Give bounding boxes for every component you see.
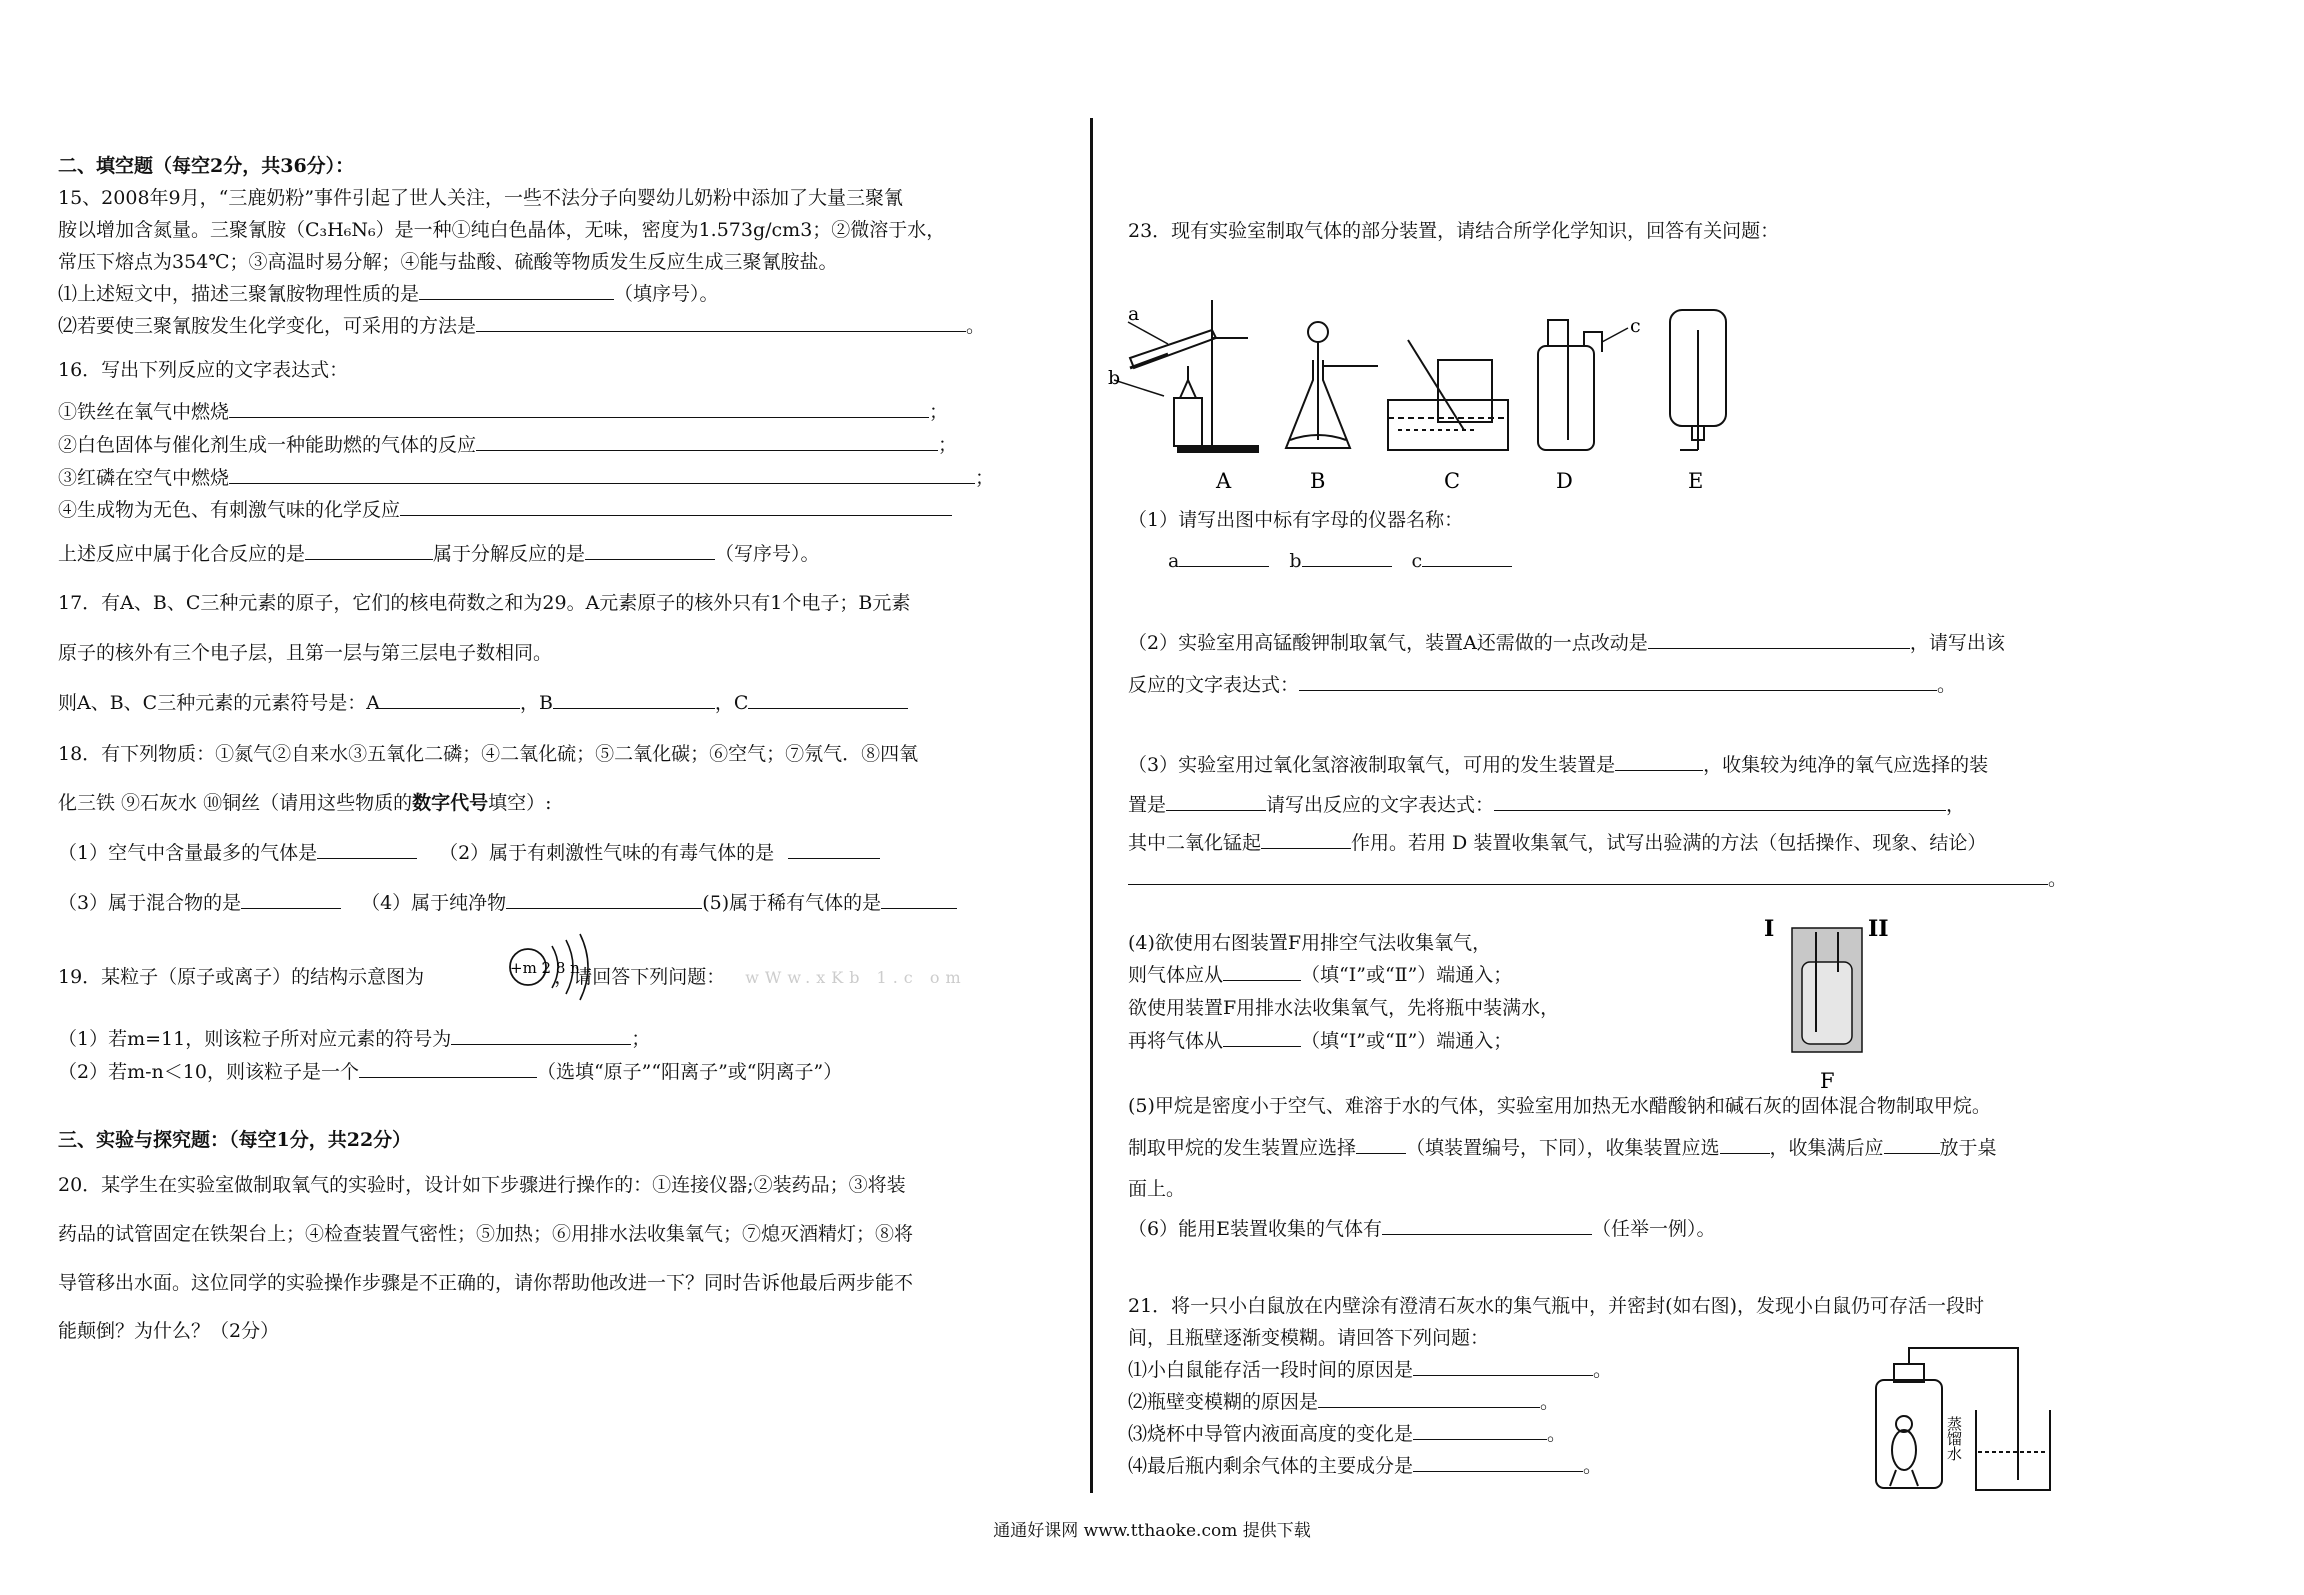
answer-blank[interactable] — [553, 690, 715, 709]
answer-blank[interactable] — [788, 840, 880, 859]
answer-blank[interactable] — [1318, 1389, 1540, 1408]
q18-line-1: 18．有下列物质：①氮气②自来水③五氧化二磷；④二氧化硫；⑤二氧化碳；⑥空气；⑦氖气．⑧四氧 — [58, 743, 919, 765]
answer-blank[interactable] — [229, 399, 929, 418]
answer-blank[interactable] — [748, 690, 908, 709]
answer-blank[interactable] — [419, 281, 614, 300]
answer-blank[interactable] — [1413, 1421, 1547, 1440]
label-d: D — [1556, 469, 1573, 493]
q18-line-2: 化三铁 ⑨石灰水 ⑩铜丝（请用这些物质的数字代号填空）: — [58, 792, 552, 814]
q23-3-line-4: 。 — [1128, 866, 2067, 892]
answer-blank[interactable] — [1413, 1357, 1593, 1376]
answer-blank[interactable] — [1413, 1453, 1583, 1472]
q23-6: （6）能用E装置收集的气体有 （任举一例）。 — [1128, 1218, 1716, 1240]
answer-blank[interactable] — [451, 1026, 631, 1045]
answer-blank[interactable] — [229, 465, 975, 484]
label-f: F — [1820, 1069, 1835, 1092]
answer-blank[interactable] — [585, 541, 715, 560]
q23-4-line-2: 则气体应从 （填“Ⅰ”或“Ⅱ”）端通入； — [1128, 964, 1513, 986]
q20-line-1: 20．某学生在实验室做制取氧气的实验时，设计如下步骤进行操作的：①连接仪器;②装药品；③将装 — [58, 1174, 906, 1196]
q16-classify: 上述反应中属于化合反应的是 属于分解反应的是 （写序号）。 — [58, 543, 820, 565]
q23-3-line-1: （3）实验室用过氧化氢溶液制取氧气，可用的发生装置是 ，收集较为纯净的氧气应选择的装 — [1128, 754, 1989, 776]
q23-4-line-4: 再将气体从 （填“Ⅰ”或“Ⅱ”）端通入； — [1128, 1030, 1513, 1052]
answer-blank[interactable] — [1223, 962, 1301, 981]
q15-sub-1: ⑴上述短文中，描述三聚氰胺物理性质的是 （填序号）。 — [58, 283, 719, 305]
answer-blank[interactable] — [305, 541, 433, 560]
q16-item-1: ①铁丝在氧气中燃烧 ； — [58, 401, 949, 423]
answer-blank[interactable] — [1382, 1216, 1592, 1235]
answer-blank[interactable] — [1299, 672, 1937, 691]
answer-blank[interactable] — [241, 890, 341, 909]
q23-1-blanks: a b c — [1168, 548, 1512, 574]
q16-item-3: ③红磷在空气中燃烧 ； — [58, 467, 995, 489]
q21-line-2: 间，且瓶壁逐渐变模糊。请回答下列问题： — [1128, 1327, 1490, 1349]
q15-sub-2: ⑵若要使三聚氰胺发生化学变化，可采用的方法是 。 — [58, 315, 986, 337]
q19-sub-1: （1）若m=11，则该粒子所对应元素的符号为 ； — [58, 1028, 651, 1050]
distilled-water-label: 蒸馏水 — [1945, 1416, 1963, 1461]
answer-blank[interactable] — [1615, 752, 1703, 771]
q16-item-4: ④生成物为无色、有刺激气味的化学反应 — [58, 497, 952, 523]
q23-5-line-1: (5)甲烷是密度小于空气、难溶于水的气体，实验室用加热无水醋酸钠和碱石灰的固体混合物制取甲烷。 — [1128, 1095, 1991, 1117]
q23-3-line-3: 其中二氧化锰起 作用。若用 D 装置收集氧气，试写出验满的方法（包括操作、现象、结论） — [1128, 832, 1987, 854]
q20-line-4: 能颠倒？为什么？（2分） — [58, 1320, 280, 1342]
section-2-title: 二、填空题（每空2分，共36分）： — [58, 155, 355, 177]
answer-blank[interactable] — [1884, 1135, 1940, 1154]
q21-sub-1: ⑴小白鼠能存活一段时间的原因是 。 — [1128, 1359, 1613, 1381]
lab-apparatus-diagram — [1108, 280, 1748, 500]
q21-sub-3: ⑶烧杯中导管内液面高度的变化是 。 — [1128, 1423, 1567, 1445]
label-e: E — [1688, 469, 1704, 493]
q23-5-line-2: 制取甲烷的发生装置应选择 （填装置编号，下同），收集装置应选 ，收集满后应 放于桌 — [1128, 1137, 1997, 1159]
answer-blank[interactable] — [1179, 548, 1269, 567]
apparatus-b — [1286, 322, 1378, 448]
q15-line-2: 胺以增加含氮量。三聚氰胺（C₃H₆N₆）是一种①纯白色晶体，无味，密度为1.573g/cm3；②微溶于水， — [58, 219, 946, 241]
q17-line-2: 原子的核外有三个电子层，且第一层与第三层电子数相同。 — [58, 642, 553, 664]
answer-blank[interactable] — [476, 313, 966, 332]
apparatus-f-diagram — [1762, 912, 1902, 1092]
q23-2-line-2: 反应的文字表达式： 。 — [1128, 674, 1957, 696]
answer-blank[interactable] — [359, 1059, 537, 1078]
atom-label: +m 2 8 n — [510, 959, 580, 977]
answer-blank[interactable] — [881, 890, 957, 909]
q21-line-1: 21．将一只小白鼠放在内壁涂有澄清石灰水的集气瓶中，并密封(如右图)，发现小白鼠仍可存活一段时 — [1128, 1295, 1985, 1317]
apparatus-c — [1388, 340, 1508, 450]
answer-blank[interactable] — [1302, 548, 1392, 567]
footer-credit: 通通好课网 www.tthaoke.com 提供下载 — [993, 1521, 1311, 1541]
mark-b: b — [1108, 367, 1121, 389]
q18-sub-1: （1）空气中含量最多的气体是 （2）属于有刺激性气味的有毒气体的是 — [58, 840, 880, 866]
q16-item-2: ②白色固体与催化剂生成一种能助燃的气体的反应 ； — [58, 434, 958, 456]
label-port-1: I — [1764, 916, 1775, 942]
q21-sub-4: ⑷最后瓶内剩余气体的主要成分是 。 — [1128, 1455, 1603, 1477]
q15-line-1: 15、2008年9月，“三鹿奶粉”事件引起了世人关注，一些不法分子向婴幼儿奶粉中添加了大量三聚氰 — [58, 187, 904, 209]
q17-line-1: 17．有A、B、C三种元素的原子，它们的核电荷数之和为29。A元素原子的核外只有1个电子；B元素 — [58, 592, 911, 614]
q23-2-line-1: （2）实验室用高锰酸钾制取氧气，装置A还需做的一点改动是 ，请写出该 — [1128, 632, 2005, 654]
q23-4-line-3: 欲使用装置F用排水法收集氧气，先将瓶中装满水， — [1128, 997, 1560, 1019]
section-3-title: 三、实验与探究题：（每空1分，共22分） — [58, 1129, 412, 1151]
q15-line-3: 常压下熔点为354℃；③高温时易分解；④能与盐酸、硫酸等物质发生反应生成三聚氰胺盐。 — [58, 251, 838, 273]
label-a: A — [1216, 469, 1232, 493]
label-b: B — [1310, 469, 1326, 493]
q19-sub-2: （2）若m-n＜10，则该粒子是一个 （选填“原子”“阳离子”或“阴离子”） — [58, 1061, 843, 1083]
answer-blank[interactable] — [380, 690, 520, 709]
q16-title: 16．写出下列反应的文字表达式： — [58, 359, 349, 381]
answer-blank[interactable] — [1166, 792, 1266, 811]
answer-blank[interactable] — [1128, 866, 2048, 885]
answer-blank[interactable] — [1648, 630, 1910, 649]
answer-blank[interactable] — [1223, 1028, 1301, 1047]
q23-intro: 23．现有实验室制取气体的部分装置，请结合所学化学知识，回答有关问题： — [1128, 220, 1780, 242]
q21-sub-2: ⑵瓶壁变模糊的原因是 。 — [1128, 1391, 1560, 1413]
answer-blank[interactable] — [1720, 1135, 1770, 1154]
electron-shell-arc — [580, 934, 588, 1000]
q18-sub-2: （3）属于混合物的是 （4）属于纯净物 (5)属于稀有气体的是 — [58, 890, 957, 916]
column-divider — [1090, 118, 1093, 1493]
answer-blank[interactable] — [317, 840, 417, 859]
answer-blank[interactable] — [1261, 830, 1351, 849]
q20-line-2: 药品的试管固定在铁架台上；④检查装置气密性；⑤加热；⑥用排水法收集氧气；⑦熄灭酒精灯；⑧将 — [58, 1223, 914, 1245]
mark-a: a — [1128, 303, 1140, 325]
mouse-jar-diagram — [1860, 1340, 2070, 1500]
q23-3-line-2: 置是 请写出反应的文字表达式： ， — [1128, 794, 1966, 816]
answer-blank[interactable] — [400, 497, 952, 516]
atom-structure-diagram — [500, 930, 610, 1002]
apparatus-e — [1670, 310, 1726, 450]
q23-4-line-1: (4)欲使用右图装置F用排空气法收集氧气， — [1128, 932, 1492, 954]
apparatus-d — [1538, 320, 1628, 450]
answer-blank[interactable] — [506, 890, 702, 909]
q17-line-3: 则A、B、C三种元素的元素符号是：A ，B ，C — [58, 690, 908, 716]
answer-blank[interactable] — [1356, 1135, 1406, 1154]
q19-title: 19．某粒子（原子或离子）的结构示意图为 ，请回答下列问题： wWw.xKb 1.c om — [58, 963, 967, 991]
q20-line-3: 导管移出水面。这位同学的实验操作步骤是不正确的，请你帮助他改进一下？同时告诉他最后两步能不 — [58, 1272, 914, 1294]
q23-5-line-3: 面上。 — [1128, 1178, 1186, 1200]
answer-blank[interactable] — [476, 432, 938, 451]
mark-c: c — [1630, 315, 1641, 337]
answer-blank[interactable] — [1422, 548, 1512, 567]
label-port-2: II — [1868, 916, 1889, 942]
label-c: C — [1444, 469, 1461, 493]
q23-1: （1）请写出图中标有字母的仪器名称： — [1128, 509, 1464, 531]
answer-blank[interactable] — [1494, 792, 1946, 811]
